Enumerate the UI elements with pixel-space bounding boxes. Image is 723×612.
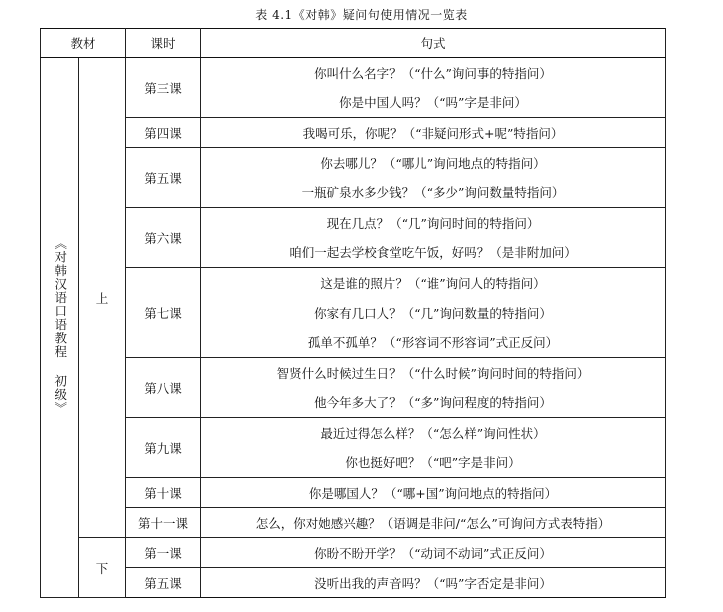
sentence-cell: 孤单不孤单？（“形容词不形容词”式正反问） [201, 328, 666, 358]
table-caption: 表 4.1《对韩》疑问句使用情况一览表 [255, 8, 468, 22]
table-row [41, 58, 666, 88]
table-row [41, 148, 666, 178]
sentence-cell: 最近过得怎么样？（“怎么样”询问性状） [201, 418, 666, 448]
lesson-cell: 第五课 [126, 568, 201, 598]
sentence-cell: 我喝可乐，你呢？（“非疑问形式+呢”特指问） [201, 118, 666, 148]
lesson-cell: 第八课 [126, 358, 201, 418]
header-sentence: 句式 [201, 29, 666, 58]
question-usage-table [40, 28, 666, 598]
table-row [41, 568, 666, 598]
header-textbook: 教材 [41, 29, 126, 58]
lesson-cell: 第七课 [126, 268, 201, 358]
lesson-cell: 第一课 [126, 538, 201, 568]
sentence-cell: 没听出我的声音吗？（“吗”字否定是非问） [201, 568, 666, 598]
sentence-cell: 现在几点？（“几”询问时间的特指问） [201, 208, 666, 238]
sentence-cell: 你叫什么名字？（“什么”询问事的特指问） [201, 58, 666, 88]
lesson-cell: 第六课 [126, 208, 201, 268]
textbook-name: 《对韩汉语口语教程 初级》 [52, 237, 68, 415]
sentence-cell: 他今年多大了？（“多”询问程度的特指问） [201, 388, 666, 418]
sentence-cell: 咱们一起去学校食堂吃午饭，好吗？（是非附加问） [201, 238, 666, 268]
table-row [41, 358, 666, 388]
sentence-cell: 你是哪国人？（“哪+国”询问地点的特指问） [201, 478, 666, 508]
table-row [41, 538, 666, 568]
lesson-cell: 第四课 [126, 118, 201, 148]
header-row [41, 29, 666, 58]
sentence-cell: 一瓶矿泉水多少钱？（“多少”询问数量特指问） [201, 178, 666, 208]
header-lesson: 课时 [126, 29, 201, 58]
volume-upper-cell: 上 [79, 58, 126, 538]
sentence-cell: 怎么，你对她感兴趣？（语调是非问/“怎么”可询问方式表特指） [201, 508, 666, 538]
table-row [41, 268, 666, 298]
lesson-cell: 第三课 [126, 58, 201, 118]
lesson-cell: 第五课 [126, 148, 201, 208]
textbook-cell [41, 58, 79, 598]
sentence-cell: 你去哪儿？（“哪儿”询问地点的特指问） [201, 148, 666, 178]
table-row [41, 418, 666, 448]
sentence-cell: 你盼不盼开学？（“动词不动词”式正反问） [201, 538, 666, 568]
lesson-cell: 第十一课 [126, 508, 201, 538]
sentence-cell: 你也挺好吧？（“吧”字是非问） [201, 448, 666, 478]
table-row [41, 478, 666, 508]
sentence-cell: 智贤什么时候过生日？（“什么时候”询问时间的特指问） [201, 358, 666, 388]
lesson-cell: 第九课 [126, 418, 201, 478]
volume-lower-cell: 下 [79, 538, 126, 598]
sentence-cell: 你是中国人吗？（“吗”字是非问） [201, 88, 666, 118]
table-row [41, 508, 666, 538]
lesson-cell: 第十课 [126, 478, 201, 508]
table-row [41, 208, 666, 238]
table-row [41, 118, 666, 148]
sentence-cell: 这是谁的照片？（“谁”询问人的特指问） [201, 268, 666, 298]
sentence-cell: 你家有几口人？（“几”询问数量的特指问） [201, 298, 666, 328]
